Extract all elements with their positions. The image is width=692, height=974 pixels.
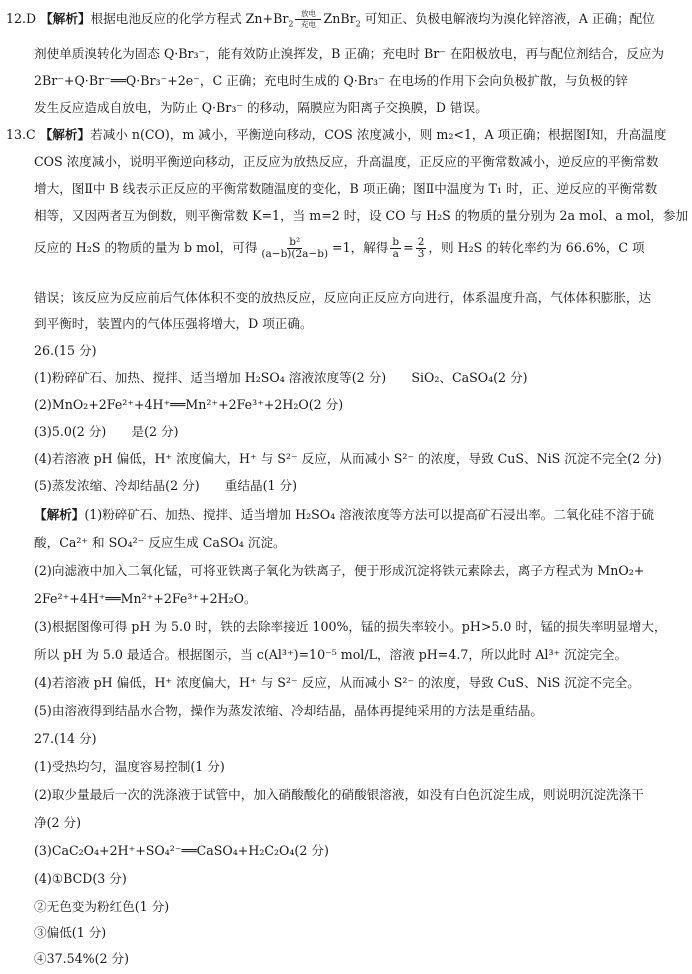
numerator: 2 <box>417 236 425 248</box>
analysis-tag: 【解析】 <box>34 507 85 522</box>
q27-answer-7: ④37.54%(2 分) <box>34 951 130 966</box>
q13-line-1 <box>6 127 666 143</box>
q27-answer-3: (3)CaC₂O₄+2H⁺+SO₄²⁻══CaSO₄+H₂C₂O₄(2 分) <box>34 843 329 858</box>
q26-answer-3: (3)5.0(2 分) 是(2 分) <box>34 424 179 439</box>
q26-answer-5: (5)蒸发浓缩、冷却结晶(2 分) 重结晶(1 分) <box>34 478 298 493</box>
q12-text: ZnBr <box>323 11 356 26</box>
q13-text: = <box>403 240 414 255</box>
analysis-tag: 【解析】 <box>40 11 91 26</box>
q26-explain-text: (1)粉碎矿石、加热、搅拌、适当增加 H₂SO₄ 溶液浓度等方法可以提高矿石浸出率。二氧化硅不溶于硫 <box>84 507 655 522</box>
q27-answer-5: ②无色变为粉红色(1 分) <box>34 899 170 914</box>
arrow-label-bottom: 充电 <box>300 20 316 29</box>
q12-line-3: 2Br⁻+Q·Br⁻══Q·Br₃⁻+2e⁻，C 正确；充电时生成的 Q·Br₃⁻ 在电场的作用下会向负极扩散，与负极的锌 <box>34 73 629 88</box>
q13-line-5 <box>34 237 645 260</box>
q26-explain-3: (3)根据图像可得 pH 为 5.0 时，铁的去除率接近 100%，锰的损失率较小。pH>5.0 时，锰的损失率明显增大， <box>34 619 667 634</box>
numerator: b² <box>289 236 301 248</box>
q27-answer-2b: 净(2 分) <box>34 815 82 830</box>
q13-text: =1，解得 <box>332 240 389 255</box>
q27-heading: 27.(14 分) <box>34 731 97 746</box>
q12-line-1 <box>6 10 655 33</box>
q26-heading: 26.(15 分) <box>34 343 97 358</box>
q27-answer-2: (2)取少量最后一次的洗涤液于试管中，加入硝酸酸化的硝酸银溶液，如没有白色沉淀生成，则说明沉淀洗涤干 <box>34 787 644 802</box>
denominator: (a−b)(2a−b) <box>261 248 329 260</box>
q27-answer-6: ③偏低(1 分) <box>34 925 107 940</box>
subscript: 2 <box>288 19 294 29</box>
q26-answer-4: (4)若溶液 pH 偏低，H⁺ 浓度偏大，H⁺ 与 S²⁻ 反应，从而减小 S²⁻ 的浓度，导致 CuS、NiS 沉淀不完全(2 分) <box>34 451 662 466</box>
q13-text: 反应的 H₂S 的物质的量为 b mol，可得 <box>34 240 258 255</box>
q27-answer-1: (1)受热均匀，温度容易控制(1 分) <box>34 759 225 774</box>
q26-explain-4: (4)若溶液 pH 偏低，H⁺ 浓度偏大，H⁺ 与 S²⁻ 反应，从而减小 S²⁻ 的浓度，导致 CuS、NiS 沉淀不完全。 <box>34 675 640 690</box>
q12-text: 可知正、负极电解液均为溴化锌溶液，A 正确；配位 <box>360 11 655 26</box>
denominator: a <box>392 248 399 260</box>
fraction <box>390 237 401 260</box>
q13-line-7: 到平衡时，装置内的气体压强将增大，D 项正确。 <box>34 316 313 331</box>
denominator: 3 <box>417 248 425 260</box>
numerator: b <box>392 236 400 248</box>
q13-text: ，则 H₂S 的转化率约为 66.6%，C 项 <box>428 240 645 255</box>
q26-explain-2b: 2Fe²⁺+4H⁺══Mn²⁺+2Fe³⁺+2H₂O。 <box>34 591 257 606</box>
q26-explain-5: (5)由溶液得到结晶水合物，操作为蒸发浓缩、冷却结晶，晶体再提纯采用的方法是重结晶。 <box>34 703 543 718</box>
q12-line-2: 剂使单质溴转化为固态 Q·Br₃⁻，能有效防止溴挥发，B 正确；充电时 Br⁻ 在阳极放电，再与配位剂结合，反应为 <box>34 46 665 61</box>
q13-text: 若减小 n(CO)，m 减小，平衡逆向移动，COS 浓度减小，则 m₂<1，A 项正确；根据图Ⅰ知，升高温度 <box>90 127 667 142</box>
q13-line-2: COS 浓度减小，说明平衡逆向移动，正反应为放热反应，升高温度，正反应的平衡常数减小，逆反应的平衡常数 <box>34 154 659 169</box>
q26-explain-1b: 酸，Ca²⁺ 和 SO₄²⁻ 反应生成 CaSO₄ 沉淀。 <box>34 535 286 550</box>
q13-number: 13.C <box>6 127 36 142</box>
q13-line-4: 相等，又因两者互为倒数，则平衡常数 K=1，当 m=2 时，设 CO 与 H₂S 的物质的量分别为 2a mol、a mol，参加 <box>34 208 689 223</box>
q26-answer-2: (2)MnO₂+2Fe²⁺+4H⁺══Mn²⁺+2Fe³⁺+2H₂O(2 分) <box>34 397 344 412</box>
fraction <box>416 237 427 260</box>
q26-explain-1 <box>34 507 654 523</box>
q12-line-4: 发生反应造成自放电，为防止 Q·Br₃⁻ 的移动，隔膜应为阳离子交换膜，D 错误。 <box>34 100 488 115</box>
subscript: 2 <box>355 19 361 29</box>
q12-text: 根据电池反应的化学方程式 Zn+Br <box>90 11 289 26</box>
fraction <box>259 237 330 260</box>
q26-explain-2: (2)向滤液中加入二氧化锰，可将亚铁离子氧化为铁离子，便于形成沉淀将铁元素除去，离子方程式为 MnO₂+ <box>34 563 645 578</box>
q13-line-6: 错误；该反应为反应前后气体体积不变的放热反应，反应向正反应方向进行，体系温度升高，气体体积膨胀，达 <box>34 290 652 305</box>
analysis-tag: 【解析】 <box>39 127 91 142</box>
q26-answer-1: (1)粉碎矿石、加热、搅拌、适当增加 H₂SO₄ 溶液浓度等(2 分) SiO₂、CaSO₄(2 分) <box>34 370 528 385</box>
reaction-arrow <box>295 10 321 29</box>
q27-answer-4: (4)①BCD(3 分) <box>34 871 127 886</box>
q26-explain-3b: 所以 pH 为 5.0 最适合。根据图示，当 c(Al³⁺)=10⁻⁵ mol/L，溶液 pH=4.7，所以此时 Al³⁺ 沉淀完全。 <box>34 647 628 662</box>
arrow-label-top: 放电 <box>300 9 316 18</box>
q12-number: 12.D <box>6 11 37 26</box>
q13-line-3: 增大，图Ⅱ中 B 线表示正反应的平衡常数随温度的变化，B 项正确；图Ⅱ中温度为 T₁ 时，正、逆反应的平衡常数 <box>34 181 658 196</box>
